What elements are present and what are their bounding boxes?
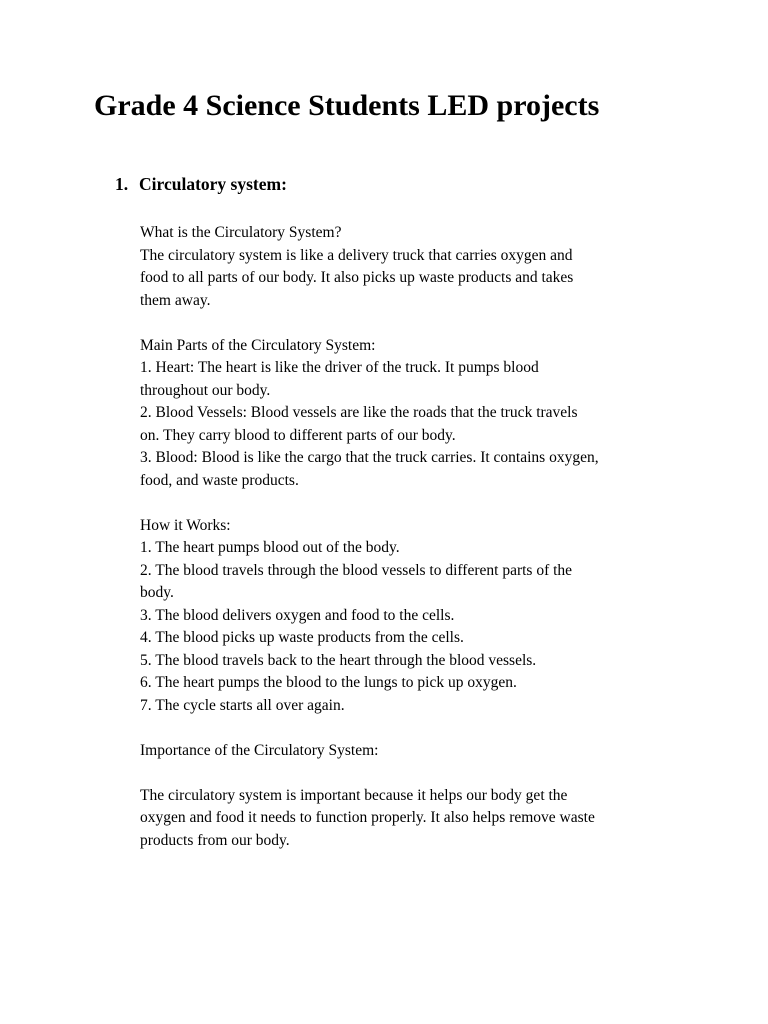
how-it-works-line: body. (140, 584, 174, 601)
section-heading (115, 172, 287, 196)
how-it-works-line: 1. The heart pumps blood out of the body. (140, 539, 400, 556)
importance-line: The circulatory system is important because it helps our body get the (140, 786, 568, 804)
intro-line: food to all parts of our body. It also picks up waste products and takes (140, 269, 574, 286)
how-it-works-line: 4. The blood picks up waste products from the cells. (140, 629, 464, 646)
section-title: Circulatory system: (139, 174, 287, 194)
paragraph-gap (140, 762, 700, 785)
importance-line: oxygen and food it needs to function properly. It also helps remove waste (140, 809, 595, 826)
section-body (140, 222, 700, 852)
main-parts-line: 2. Blood Vessels: Blood vessels are like the roads that the truck travels (140, 404, 578, 421)
importance-heading: Importance of the Circulatory System: (140, 741, 379, 759)
how-it-works-line: 6. The heart pumps the blood to the lungs to pick up oxygen. (140, 674, 517, 691)
intro-block (140, 222, 700, 312)
main-parts-line: 3. Blood: Blood is like the cargo that the truck carries. It contains oxygen, (140, 449, 599, 466)
how-it-works-line: 2. The blood travels through the blood vessels to different parts of the (140, 561, 573, 579)
main-parts-block (140, 335, 700, 493)
how-it-works-block (140, 515, 700, 718)
main-parts-line: 1. Heart: The heart is like the driver of the truck. It pumps blood (140, 359, 539, 376)
how-it-works-line: 7. The cycle starts all over again. (140, 696, 345, 714)
main-parts-line: food, and waste products. (140, 471, 299, 489)
how-it-works-line: 5. The blood travels back to the heart through the blood vessels. (140, 651, 537, 669)
paragraph-gap (140, 492, 700, 515)
document-title: Grade 4 Science Students LED projects (94, 89, 600, 122)
how-it-works-heading: How it Works: (140, 516, 231, 534)
importance-line: products from our body. (140, 831, 290, 849)
importance-block (140, 740, 700, 853)
paragraph-gap (140, 717, 700, 740)
main-parts-line: throughout our body. (140, 381, 271, 399)
intro-line: them away. (140, 291, 211, 309)
main-parts-heading: Main Parts of the Circulatory System: (140, 336, 376, 354)
how-it-works-line: 3. The blood delivers oxygen and food to the cells. (140, 606, 455, 624)
main-parts-line: on. They carry blood to different parts of our body. (140, 426, 456, 444)
intro-line: The circulatory system is like a delivery truck that carries oxygen and (140, 246, 573, 264)
intro-question: What is the Circulatory System? (140, 224, 342, 241)
paragraph-gap (140, 312, 700, 335)
section-number: 1. (115, 174, 129, 194)
